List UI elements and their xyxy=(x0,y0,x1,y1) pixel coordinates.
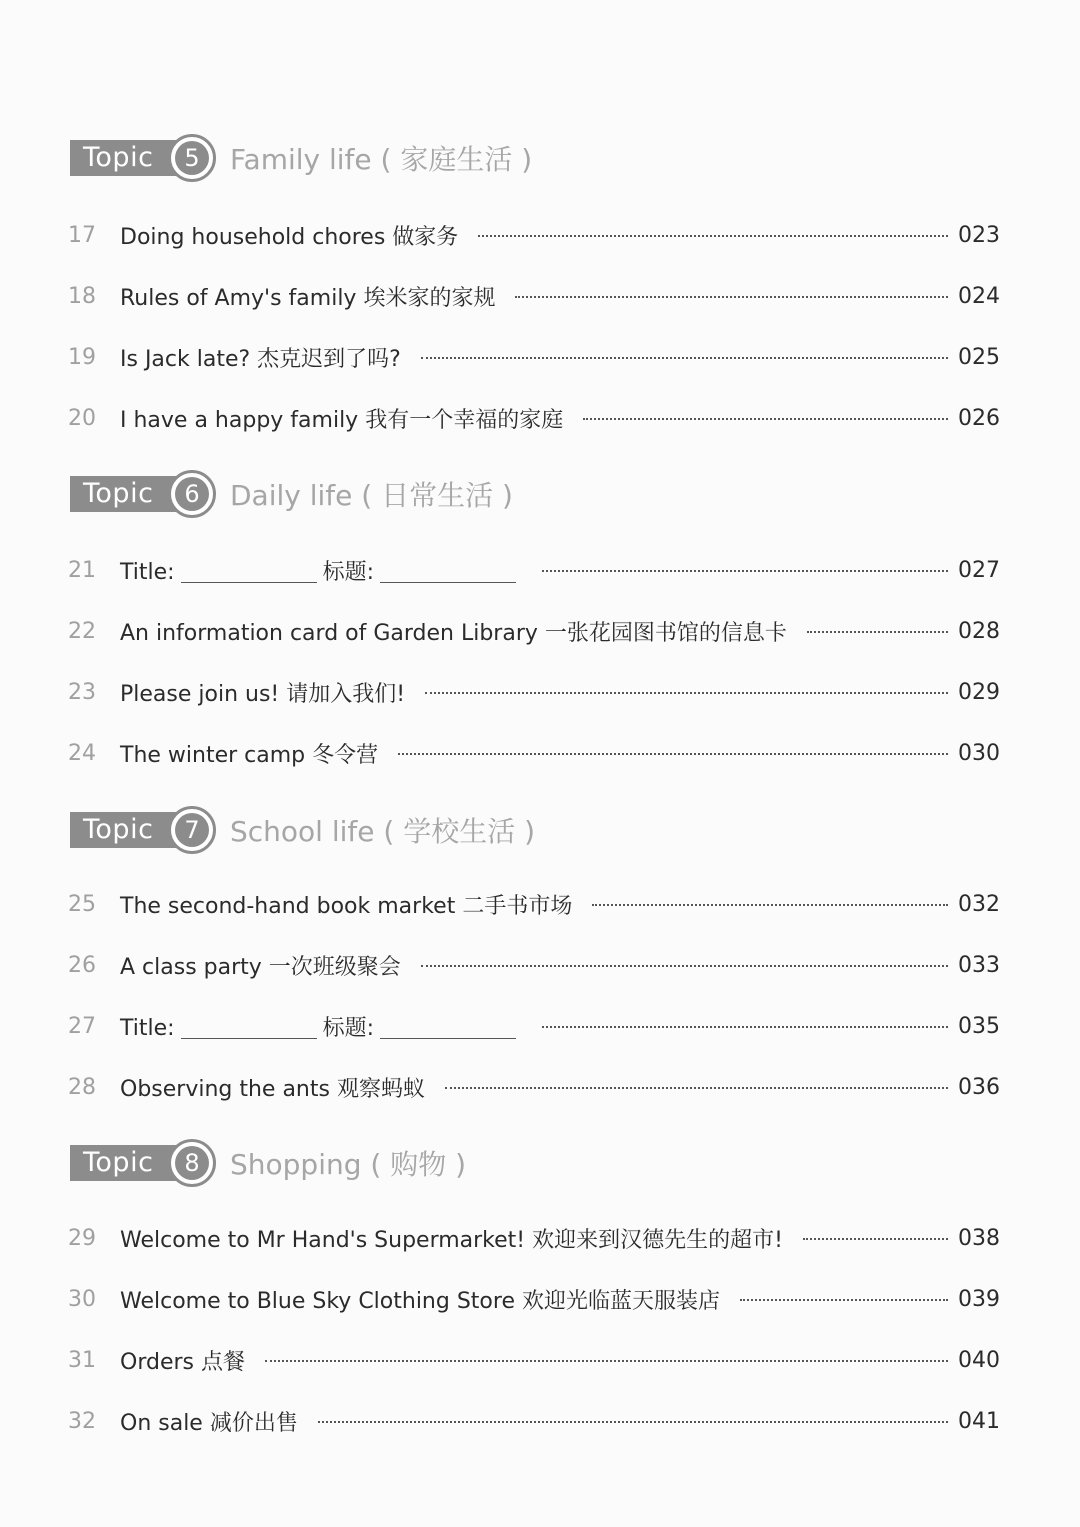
entry-page: 028 xyxy=(958,618,1000,644)
topic-number: 5 xyxy=(175,141,209,175)
entry-title: Welcome to Mr Hand's Supermarket! 欢迎来到汉德先生的超市! xyxy=(120,1227,783,1253)
entry-title: Orders 点餐 xyxy=(120,1349,245,1375)
toc-entry[interactable] xyxy=(68,1009,1000,1043)
toc-entry[interactable] xyxy=(68,948,1000,982)
entry-title: A class party 一次班级聚会 xyxy=(120,954,401,980)
entry-number: 20 xyxy=(68,405,96,431)
topic-title: Shopping ( 购物 ) xyxy=(230,1148,467,1181)
dot-leader xyxy=(803,1236,948,1240)
entry-number: 32 xyxy=(68,1408,96,1434)
dot-leader xyxy=(740,1297,948,1301)
entry-number: 17 xyxy=(68,222,96,248)
topic-label: Topic xyxy=(83,814,154,845)
entry-page: 030 xyxy=(958,740,1000,766)
topic-badge xyxy=(70,470,218,518)
entry-title: Doing household chores 做家务 xyxy=(120,224,459,250)
entry-number: 19 xyxy=(68,344,96,370)
topic-number: 8 xyxy=(175,1146,209,1180)
entry-page: 024 xyxy=(958,283,1000,309)
topic-label: Topic xyxy=(83,142,154,173)
toc-entry[interactable] xyxy=(68,1070,1000,1104)
entry-title-blank xyxy=(120,1011,522,1042)
dot-leader xyxy=(318,1419,948,1423)
entry-page: 038 xyxy=(958,1225,1000,1251)
dot-leader xyxy=(542,568,948,572)
entry-number: 21 xyxy=(68,557,96,583)
topic-header xyxy=(70,133,532,183)
entry-title: The winter camp 冬令营 xyxy=(120,742,379,768)
entry-number: 28 xyxy=(68,1074,96,1100)
entry-title: Observing the ants 观察蚂蚁 xyxy=(120,1076,425,1102)
toc-entry[interactable] xyxy=(68,1221,1000,1255)
toc-entry[interactable] xyxy=(68,1343,1000,1377)
topic-label: Topic xyxy=(83,1147,154,1178)
entry-page: 033 xyxy=(958,952,1000,978)
blank-line xyxy=(181,1016,317,1039)
entry-number: 18 xyxy=(68,283,96,309)
entry-title: Please join us! 请加入我们! xyxy=(120,681,406,707)
topic-header xyxy=(70,1138,466,1188)
entry-number: 23 xyxy=(68,679,96,705)
toc-entry[interactable] xyxy=(68,887,1000,921)
topic-title: School life ( 学校生活 ) xyxy=(230,815,536,848)
dot-leader xyxy=(425,690,948,694)
topic-number-circle xyxy=(168,806,216,854)
toc-entry[interactable] xyxy=(68,553,1000,587)
blank-line xyxy=(380,560,516,583)
dot-leader xyxy=(515,294,948,298)
topic-number: 7 xyxy=(175,813,209,847)
entry-page: 029 xyxy=(958,679,1000,705)
entry-title: I have a happy family 我有一个幸福的家庭 xyxy=(120,407,564,433)
dot-leader xyxy=(542,1024,948,1028)
entry-page: 025 xyxy=(958,344,1000,370)
dot-leader xyxy=(807,629,948,633)
topic-number-circle xyxy=(168,470,216,518)
entry-page: 026 xyxy=(958,405,1000,431)
entry-number: 27 xyxy=(68,1013,96,1039)
topic-number-circle xyxy=(168,1139,216,1187)
entry-number: 30 xyxy=(68,1286,96,1312)
dot-leader xyxy=(445,1085,948,1089)
entry-title: The second-hand book market 二手书市场 xyxy=(120,893,573,919)
entry-page: 040 xyxy=(958,1347,1000,1373)
topic-title: Daily life ( 日常生活 ) xyxy=(230,479,513,512)
topic-number-circle xyxy=(168,134,216,182)
title-cn: 标题: xyxy=(322,559,374,585)
entry-title: An information card of Garden Library 一张花园图书馆的信息卡 xyxy=(120,620,787,646)
title-prefix: Title: xyxy=(120,559,175,585)
toc-entry[interactable] xyxy=(68,1404,1000,1438)
entry-number: 29 xyxy=(68,1225,96,1251)
toc-entry[interactable] xyxy=(68,614,1000,648)
toc-entry[interactable] xyxy=(68,401,1000,435)
entry-page: 027 xyxy=(958,557,1000,583)
entry-number: 22 xyxy=(68,618,96,644)
title-cn: 标题: xyxy=(322,1015,374,1041)
dot-leader xyxy=(265,1358,948,1362)
entry-title-blank xyxy=(120,555,522,586)
blank-line xyxy=(380,1016,516,1039)
entry-page: 039 xyxy=(958,1286,1000,1312)
entry-number: 25 xyxy=(68,891,96,917)
toc-entry[interactable] xyxy=(68,736,1000,770)
dot-leader xyxy=(592,902,948,906)
toc-entry[interactable] xyxy=(68,1282,1000,1316)
dot-leader xyxy=(478,233,948,237)
toc-entry[interactable] xyxy=(68,675,1000,709)
blank-line xyxy=(181,560,317,583)
topic-title: Family life ( 家庭生活 ) xyxy=(230,143,533,176)
entry-page: 036 xyxy=(958,1074,1000,1100)
entry-number: 26 xyxy=(68,952,96,978)
topic-badge xyxy=(70,1139,218,1187)
entry-page: 032 xyxy=(958,891,1000,917)
entry-title: On sale 减价出售 xyxy=(120,1410,298,1436)
entry-page: 041 xyxy=(958,1408,1000,1434)
entry-title: Is Jack late? 杰克迟到了吗? xyxy=(120,346,401,372)
dot-leader xyxy=(398,751,948,755)
toc-entry[interactable] xyxy=(68,279,1000,313)
topic-number: 6 xyxy=(175,477,209,511)
dot-leader xyxy=(583,416,948,420)
entry-title: Welcome to Blue Sky Clothing Store 欢迎光临蓝天服装店 xyxy=(120,1288,720,1314)
toc-entry[interactable] xyxy=(68,340,1000,374)
entry-number: 31 xyxy=(68,1347,96,1373)
topic-badge xyxy=(70,806,218,854)
entry-page: 035 xyxy=(958,1013,1000,1039)
topic-header xyxy=(70,469,513,519)
entry-number: 24 xyxy=(68,740,96,766)
topic-badge xyxy=(70,134,218,182)
dot-leader xyxy=(421,963,948,967)
entry-page: 023 xyxy=(958,222,1000,248)
topic-label: Topic xyxy=(83,478,154,509)
title-prefix: Title: xyxy=(120,1015,175,1041)
topic-header xyxy=(70,805,535,855)
dot-leader xyxy=(421,355,948,359)
entry-title: Rules of Amy's family 埃米家的家规 xyxy=(120,285,496,311)
toc-entry[interactable] xyxy=(68,218,1000,252)
